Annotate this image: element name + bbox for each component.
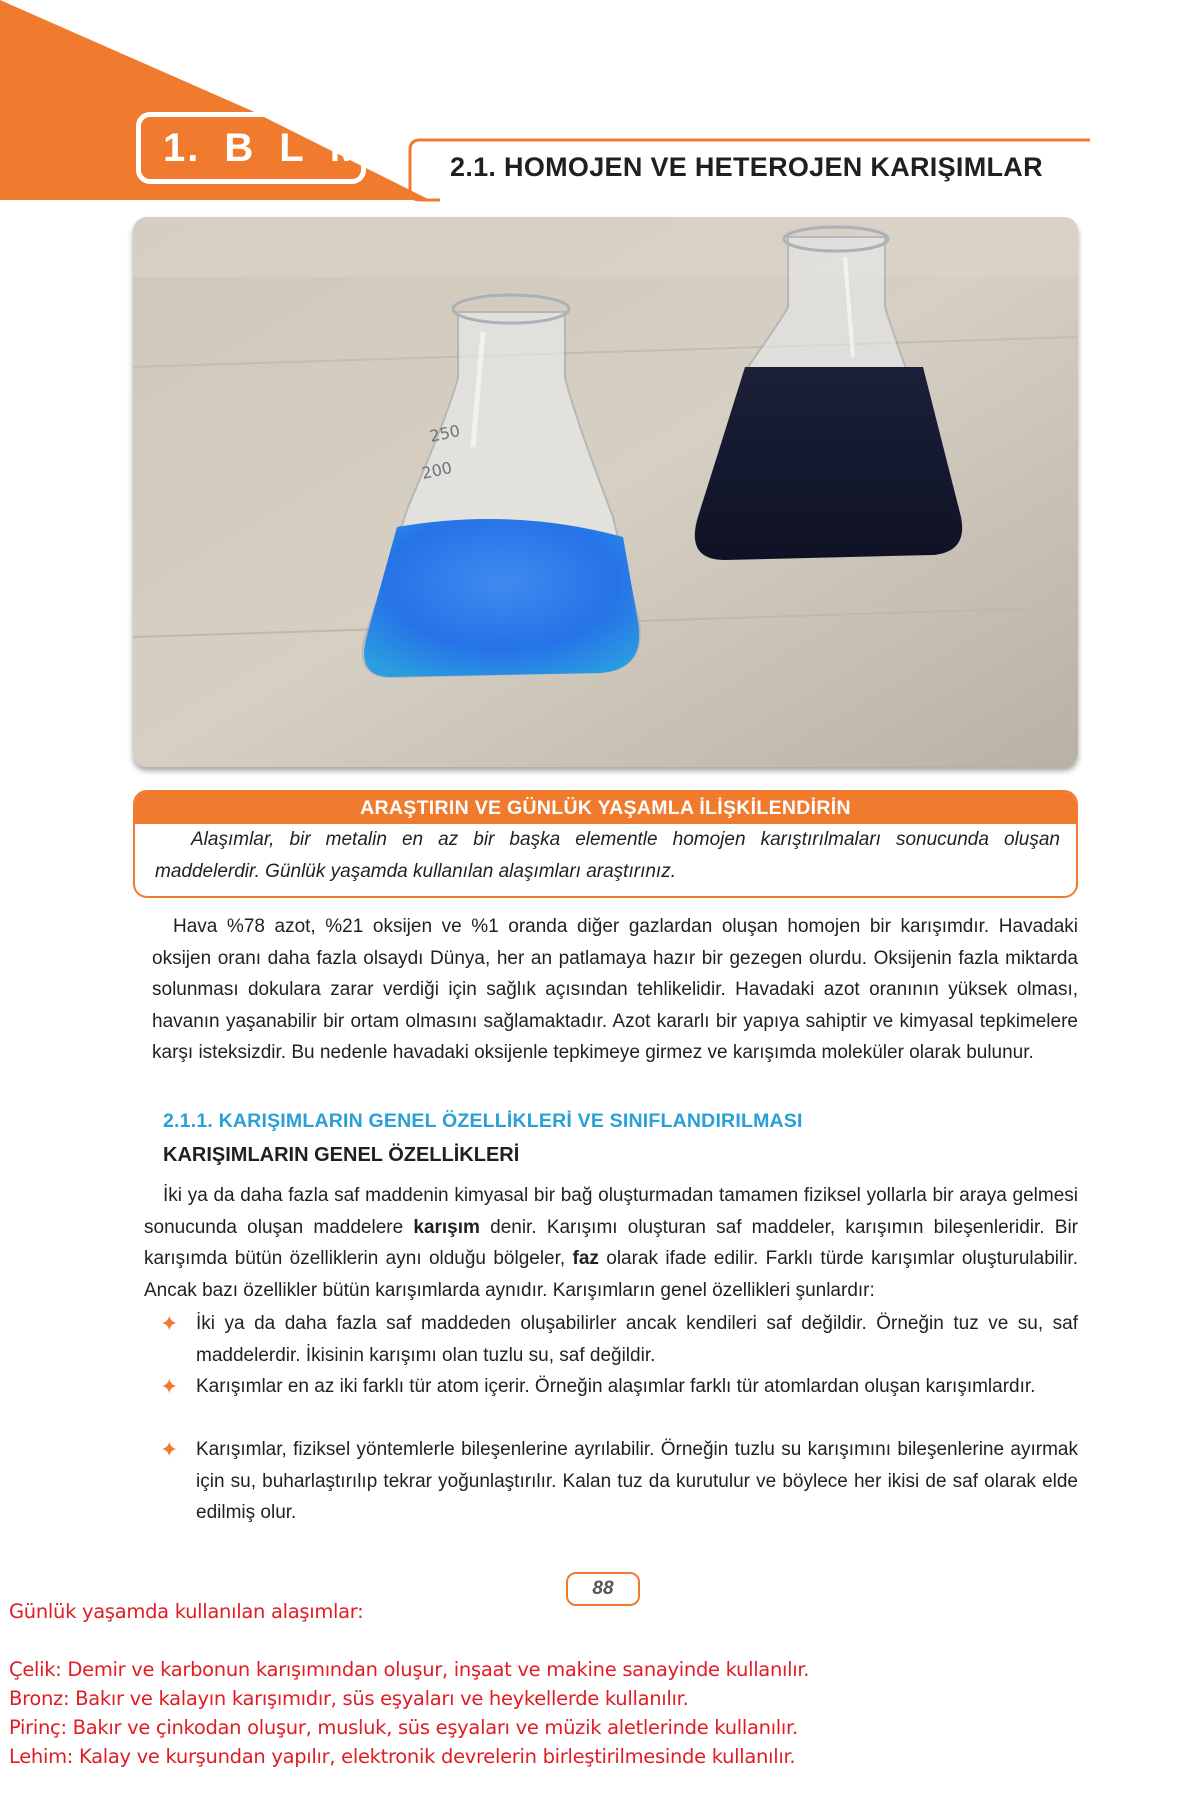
bullet-text: Karışımlar, fiziksel yöntemlerle bileşenlerine ayrılabilir. Örneğin tuzlu su karışımını bileşenlerine ayırmak için su, buharlaştırılıp tekrar yoğunlaştırılır. Kalan tuz da kurutulur ve böylece her ikisi de saf olarak elde edilmiş olur. — [196, 1439, 1078, 1523]
subsection-subtitle: KARIŞIMLARIN GENEL ÖZELLİKLERİ — [163, 1144, 520, 1166]
subsection-title: 2.1.1. KARIŞIMLARIN GENEL ÖZELLİKLERİ VE SINIFLANDIRILMASI — [163, 1110, 803, 1132]
research-box-title: ARAŞTIRIN VE GÜNLÜK YAŞAMLA İLİŞKİLENDİRİN — [135, 792, 1076, 824]
note-line: Çelik: Demir ve karbonun karışımından oluşur, inşaat ve makine sanayinde kullanılır. — [9, 1658, 810, 1681]
research-box — [133, 790, 1078, 898]
note-line: Bronz: Bakır ve kalayın karışımıdır, süs eşyaları ve heykellerde kullanılır. — [9, 1687, 689, 1710]
flask-photo — [133, 217, 1078, 767]
star-bullet-icon: ✦ — [160, 1311, 179, 1336]
term-faz: faz — [572, 1248, 599, 1269]
notes-heading: Günlük yaşamda kullanılan alaşımlar: — [9, 1600, 364, 1623]
list-item — [160, 1371, 1078, 1403]
term-karisim: karışım — [413, 1216, 480, 1238]
research-box-text: Alaşımlar, bir metalin en az bir başka elementle homojen karıştırılmaları sonucunda oluşan maddelerdir. Günlük yaşamda kullanılan alaşımları araştırınız. — [155, 829, 1060, 882]
note-line: Lehim: Kalay ve kurşundan yapılır, elektronik devrelerin birleştirilmesinde kullanılır. — [9, 1745, 796, 1768]
unit-letter: M — [329, 126, 366, 170]
section-title: 2.1. HOMOJEN VE HETEROJEN KARIŞIMLAR — [450, 152, 1043, 182]
star-bullet-icon: ✦ — [160, 1374, 179, 1399]
page-number: 88 — [566, 1572, 640, 1606]
paragraph-text: İki ya da daha fazla saf maddenin kimyasal bir bağ oluşturmadan tamamen fiziksel yollarla bir araya gelmesi sonucunda oluşan maddelere — [144, 1185, 1078, 1238]
unit-letter: B — [224, 126, 256, 170]
mixture-definition-paragraph — [144, 1180, 1078, 1306]
list-item — [160, 1434, 1078, 1529]
unit-letter: L — [279, 126, 306, 170]
paragraph-text: denir. Karışımı oluşturan saf maddeler, karışımın bileşenleridir. Bir karışımda bütün özelliklerin aynı olduğu bölgeler, — [144, 1216, 1078, 1269]
flask-label-250: 250 — [427, 420, 462, 446]
unit-number: 1. — [163, 126, 201, 170]
flask-label-200: 200 — [419, 457, 454, 483]
bullet-text: Karışımlar en az iki farklı tür atom içerir. Örneğin alaşımlar farklı tür atomlardan oluşan karışımlardır. — [196, 1376, 1036, 1397]
bullet-text: İki ya da daha fazla saf maddeden oluşabilirler ancak kendileri saf değildir. Örneğin tuz ve su, saf maddelerdir. İkisinin karışımı olan tuzlu su, saf değildir. — [196, 1313, 1078, 1366]
note-line: Pirinç: Bakır ve çinkodan oluşur, musluk, süs eşyaları ve müzik aletlerinde kullanılır. — [9, 1716, 798, 1739]
paragraph-text: olarak ifade edilir. Farklı türde karışımlar oluşturulabilir. Ancak bazı özellikler bütün karışımlarda aynıdır. Karışımların genel özellikleri şunlardır: — [144, 1248, 1078, 1301]
unit-badge — [136, 112, 366, 184]
star-bullet-icon: ✦ — [160, 1437, 179, 1462]
intro-paragraph: Hava %78 azot, %21 oksijen ve %1 oranda diğer gazlardan oluşan homojen bir karışımdır. Havadaki oksijen oranı daha fazla olsaydı Dünya, her an patlamaya hazır bir gezegen olurdu. Oksijenin fazla miktarda solunması dokulara zarar verdiği için sağlık açısından tehlikelidir. Havadaki azot oranının yüksek olması, havanın yaşanabilir bir ortam olmasını sağlamaktadır. Azot kararlı bir yapıya sahiptir ve kimyasal tepkimelere karşı isteksizdir. Bu nedenle havadaki oksijenle tepkimeye girmez ve karışımda moleküler olarak bulunur. — [152, 916, 1078, 1063]
list-item — [160, 1308, 1078, 1371]
